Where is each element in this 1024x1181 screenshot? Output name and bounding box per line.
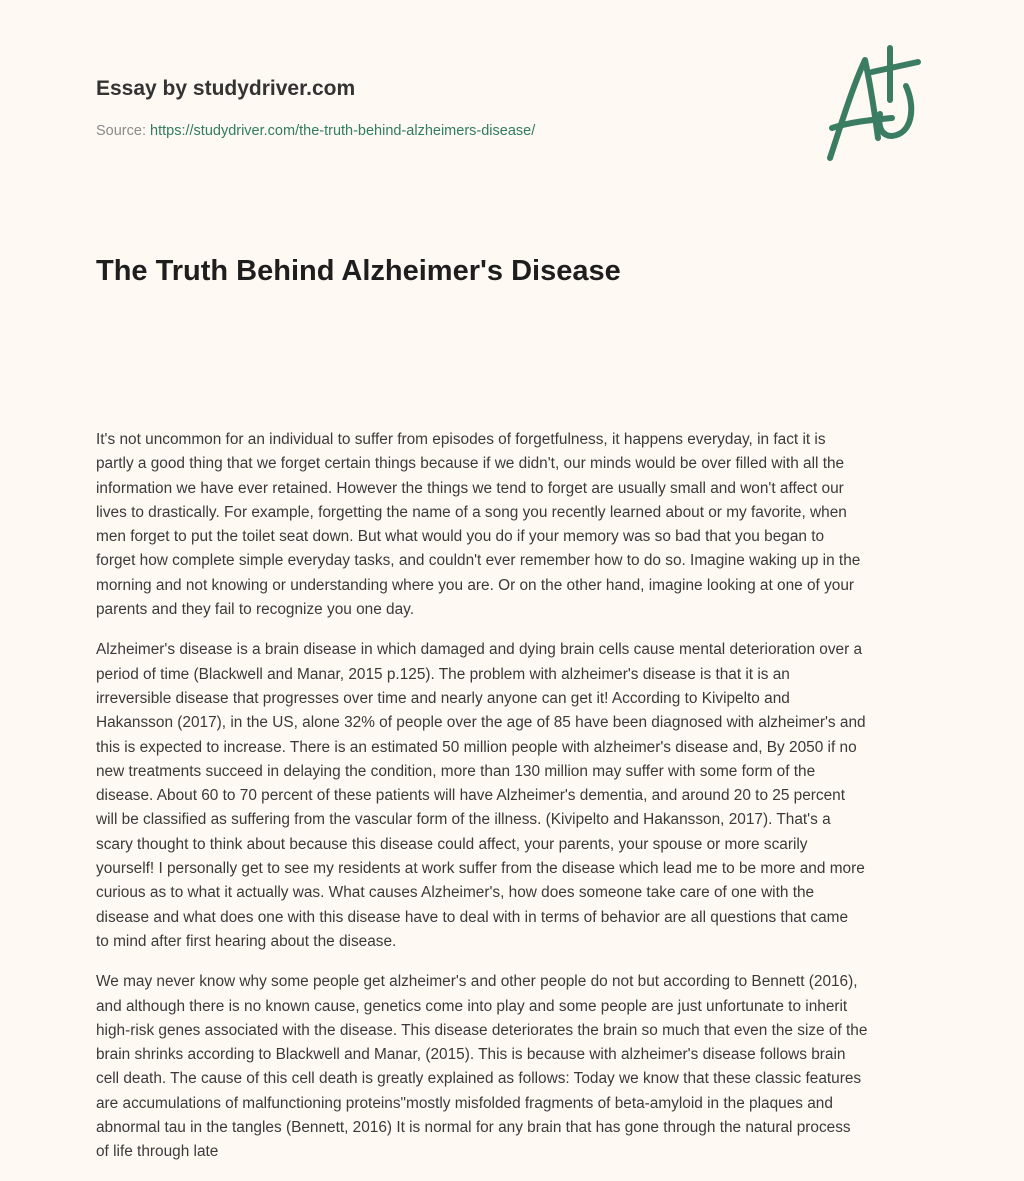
paragraph-line: Hakansson (2017), in the US, alone 32% of people over the age of 85 have been diagnosed with alzheimer's and: [96, 714, 866, 732]
brand-title: Essay by studydriver.com: [96, 77, 356, 100]
paragraph-line: this is expected to increase. There is an estimated 50 million people with alzheimer's disease and, By 2050 if no: [96, 738, 857, 756]
paragraph-line: parents and they fail to recognize you one day.: [96, 601, 414, 619]
paragraph-line: lives to drastically. For example, forgetting the name of a song you recently learned about or my favorite, when: [96, 503, 847, 521]
source-link[interactable]: https://studydriver.com/the-truth-behind-alzheimers-disease/: [150, 123, 536, 139]
paragraph-line: will be classified as suffering from the vascular form of the illness. (Kivipelto and Hakansson, 2017). That's a: [96, 811, 831, 829]
paragraph-line: men forget to put the toilet seat down. But what would you do if your memory was so bad that you began to: [96, 528, 825, 546]
paragraph-line: scary thought to think about because this disease could affect, your parents, your spouse or more scarily: [96, 835, 808, 853]
paragraph-line: yourself! I personally get to see my residents at work suffer from the disease which lead me to be more and more: [96, 860, 865, 878]
paragraph-line: and although there is no known cause, genetics come into play and some people are just unfortunate to inherit: [96, 997, 848, 1015]
essay-body: [96, 428, 936, 1181]
paragraph-line: We may never know why some people get alzheimer's and other people do not but according to Bennett (2016),: [96, 973, 858, 991]
paragraph-line: forget how complete simple everyday tasks, and couldn't ever remember how to do so. Imagine waking up in the: [96, 552, 861, 570]
a-plus-logo: [820, 38, 930, 168]
paragraph-line: are accumulations of malfunctioning proteins"mostly misfolded fragments of beta-amyloid in the plaques and: [96, 1094, 833, 1112]
paragraph-line: partly a good thing that we forget certain things because if we didn't, our minds would be over filled with all the: [96, 455, 845, 473]
essay-paragraph: [96, 970, 936, 1164]
paragraph-line: high-risk genes associated with the disease. This disease deteriorates the brain so much that even the size of the: [96, 1021, 868, 1039]
paragraph-line: abnormal tau in the tangles (Bennett, 2016) It is normal for any brain that has gone through the natural process: [96, 1119, 851, 1137]
paragraph-line: to mind after first hearing about the disease.: [96, 932, 397, 950]
paragraph-line: of life through late: [96, 1143, 219, 1161]
paragraph-line: Alzheimer's disease is a brain disease in which damaged and dying brain cells cause mental deterioration over a: [96, 641, 863, 659]
paragraph-line: disease and what does one with this disease have to deal with in terms of behavior are all questions that came: [96, 908, 849, 926]
paragraph-line: disease. About 60 to 70 percent of these patients will have Alzheimer's dementia, and around 20 to 25 percent: [96, 787, 846, 805]
essay-title: The Truth Behind Alzheimer's Disease: [96, 255, 621, 287]
source-label: Source:: [96, 123, 146, 139]
paragraph-line: brain shrinks according to Blackwell and Manar, (2015). This is because with alzheimer's disease follows brain: [96, 1046, 846, 1064]
paragraph-line: curious as to what it actually was. What causes Alzheimer's, how does someone take care of one with the: [96, 884, 815, 902]
paragraph-line: morning and not knowing or understanding where you are. Or on the other hand, imagine looking at one of your: [96, 576, 855, 594]
paragraph-line: new treatments succeed in delaying the condition, more than 130 million may suffer with some form of the: [96, 762, 816, 780]
essay-paragraph: [96, 428, 936, 622]
paragraph-line: information we have ever retained. However the things we tend to forget are usually small and won't affect our: [96, 479, 844, 497]
paragraph-line: period of time (Blackwell and Manar, 2015 p.125). The problem with alzheimer's disease is that it is an: [96, 665, 790, 683]
source-line: [96, 123, 535, 139]
paragraph-line: It's not uncommon for an individual to suffer from episodes of forgetfulness, it happens everyday, in fact it is: [96, 431, 826, 448]
paragraph-line: irreversible disease that progresses over time and nearly anyone can get it! According to Kivipelto and: [96, 689, 790, 707]
paragraph-line: cell death. The cause of this cell death is greatly explained as follows: Today we know that these classic features: [96, 1070, 862, 1088]
essay-paragraph: [96, 638, 936, 954]
